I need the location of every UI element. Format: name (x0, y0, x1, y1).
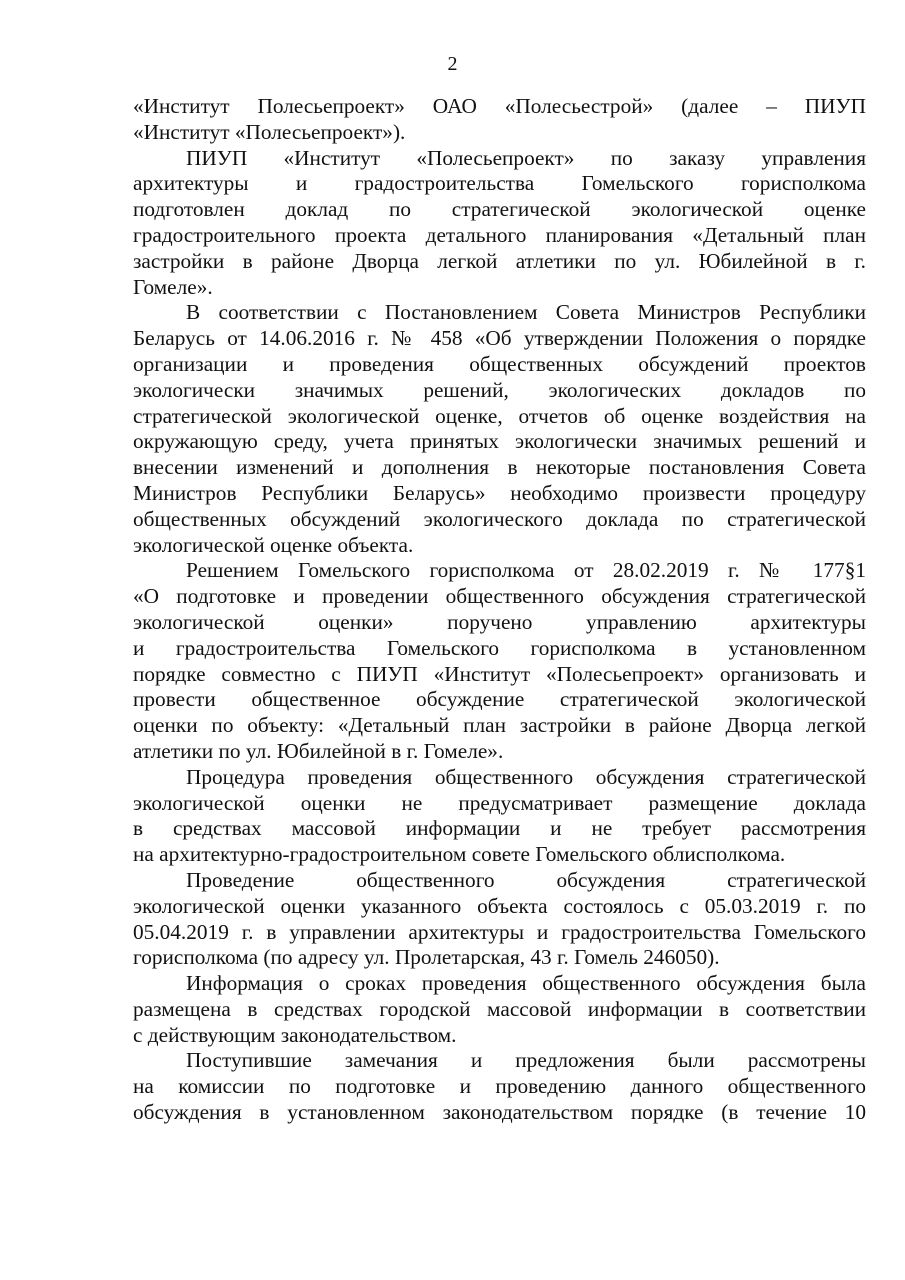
text-line: оценки по объекту: «Детальный план застройки в районе Дворца легкой (133, 713, 866, 738)
text-line: В соответствии с Постановлением Совета Министров Республики (186, 300, 866, 325)
text-line: экологической оценки не предусматривает размещение доклада (133, 790, 866, 815)
text-line: в средствах массовой информации и не требует рассмотрения (133, 816, 866, 841)
text-line: окружающую среду, учета принятых экологически значимых решений и (133, 429, 866, 454)
text-line: подготовлен доклад по стратегической экологической оценке (133, 197, 866, 222)
paragraph (133, 300, 866, 558)
paragraph (133, 765, 866, 868)
text-line: ПИУП «Институт «Полесьепроект» по заказу управления (186, 145, 866, 170)
text-line: порядке совместно с ПИУП «Институт «Полесьепроект» организовать и (133, 661, 866, 686)
text-line: 05.04.2019 г. в управлении архитектуры и градостроительства Гомельского (133, 919, 866, 944)
text-line: Решением Гомельского горисполкома от 28.02.2019 г. № 177§1 (186, 558, 866, 583)
text-line: обсуждения в установленном законодательством порядке (в течение 10 (133, 1100, 866, 1125)
text-line: провести общественное обсуждение стратегической экологической (133, 687, 866, 712)
text-line: горисполкома (по адресу ул. Пролетарская, 43 г. Гомель 246050). (133, 945, 720, 970)
text-line: Беларусь от 14.06.2016 г. № 458 «Об утверждении Положения о порядке (133, 326, 866, 351)
paragraph (133, 146, 866, 301)
text-line: Поступившие замечания и предложения были рассмотрены (186, 1048, 866, 1073)
text-line: Гомеле». (133, 274, 213, 299)
text-line: «Институт Полесьепроект» ОАО «Полесьестрой» (далее – ПИУП (133, 94, 866, 118)
text-line: архитектуры и градостроительства Гомельского горисполкома (133, 171, 866, 196)
paragraph (133, 94, 866, 146)
text-line: Министров Республики Беларусь» необходимо произвести процедуру (133, 480, 866, 505)
paragraph (133, 868, 866, 971)
text-line: Проведение общественного обсуждения стратегической (186, 867, 866, 892)
text-line: на архитектурно-градостроительном совете Гомельского облисполкома. (133, 842, 786, 867)
page-number: 2 (447, 53, 458, 75)
text-line: Процедура проведения общественного обсуждения стратегической (186, 764, 866, 789)
text-line: общественных обсуждений экологического доклада по стратегической (133, 506, 866, 531)
document-body (133, 94, 866, 1126)
paragraph (133, 558, 866, 764)
text-line: на комиссии по подготовке и проведению данного общественного (133, 1074, 866, 1099)
text-line: Информация о сроках проведения общественного обсуждения была (186, 971, 866, 996)
text-line: организации и проведения общественных обсуждений проектов (133, 351, 866, 376)
text-line: экологической оценки» поручено управлению архитектуры (133, 609, 866, 634)
text-line: экологической оценки указанного объекта состоялось с 05.03.2019 г. по (133, 893, 866, 918)
text-line: «Институт «Полесьепроект»). (133, 119, 406, 144)
text-line: стратегической экологической оценке, отчетов об оценке воздействия на (133, 403, 866, 428)
text-line: атлетики по ул. Юбилейной в г. Гомеле». (133, 738, 504, 763)
text-line: размещена в средствах городской массовой информации в соответствии (133, 996, 866, 1021)
text-line: внесении изменений и дополнения в некоторые постановления Совета (133, 455, 866, 480)
text-line: и градостроительства Гомельского горисполкома в установленном (133, 635, 866, 660)
paragraph (133, 1048, 866, 1125)
text-line: с действующим законодательством. (133, 1022, 457, 1047)
text-line: «О подготовке и проведении общественного обсуждения стратегической (133, 584, 866, 609)
text-line: экологической оценке объекта. (133, 532, 414, 557)
text-line: градостроительного проекта детального планирования «Детальный план (133, 222, 866, 247)
text-line: экологически значимых решений, экологических докладов по (133, 377, 866, 402)
paragraph (133, 971, 866, 1048)
text-line: застройки в районе Дворца легкой атлетики по ул. Юбилейной в г. (133, 248, 866, 273)
